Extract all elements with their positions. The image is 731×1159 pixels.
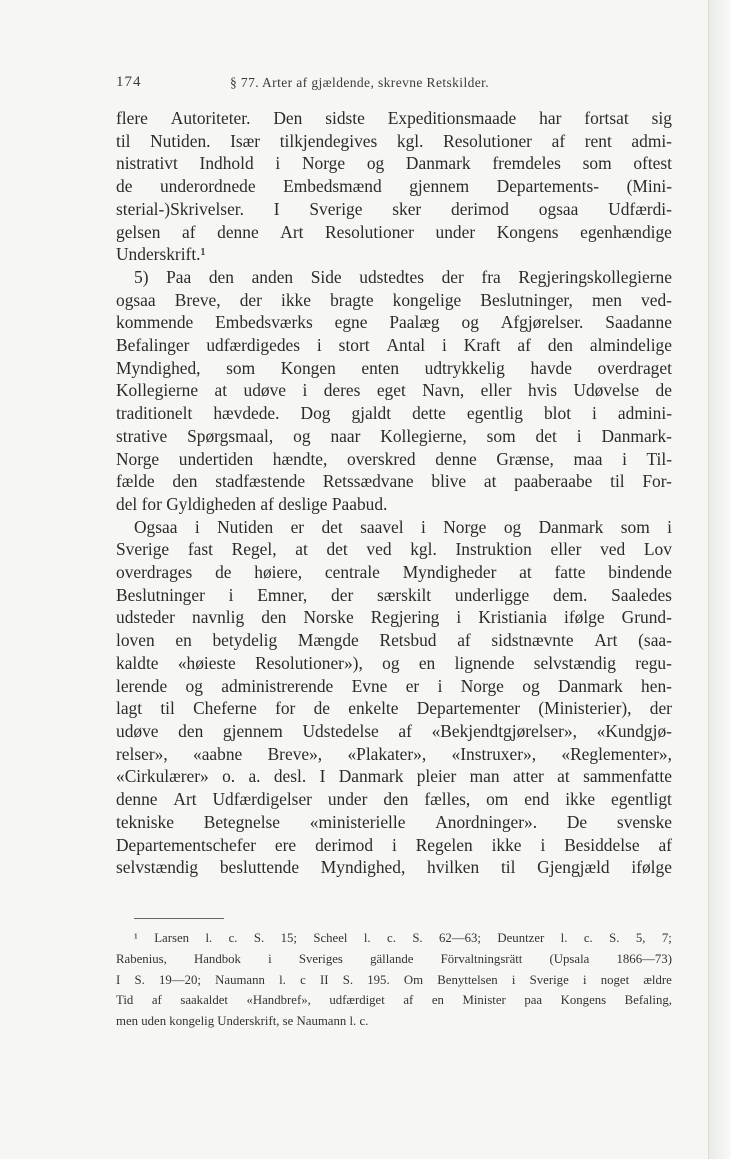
text-line: tekniske Betegnelse «ministerielle Anordninger». De svenske [116, 811, 672, 832]
text-line: relser», «aabne Breve», «Plakater», «Instruxer», «Reglementer», [116, 743, 672, 764]
text-line: udøve den gjennem Udstedelse af «Bekjendtgjørelser», «Kundgjø- [116, 720, 672, 741]
text-line: ogsaa Breve, der ikke bragte kongelige Beslutninger, men ved- [116, 289, 672, 310]
text-line: til Nutiden. Især tilkjendegives kgl. Resolutioner af rent admi- [116, 130, 672, 151]
text-line: Norge undertiden hændte, overskred denne Grænse, maa i Til- [116, 448, 672, 469]
text-line: Sverige fast Regel, at det ved kgl. Instruktion eller ved Lov [116, 539, 672, 560]
text-line: 5) Paa den anden Side udstedtes der fra Regjeringskollegierne [134, 266, 672, 287]
footnote-line: ¹ Larsen l. c. S. 15; Scheel l. c. S. 62—63; Deuntzer l. c. S. 5, 7; [134, 931, 672, 945]
text-line: del for Gyldigheden af deslige Paabud. [116, 493, 388, 514]
body-text [116, 107, 672, 879]
text-line: lerende og administrerende Evne er i Norge og Danmark hen- [116, 675, 672, 696]
text-line: Beslutninger i Emner, der særskilt underligge dem. Saaledes [116, 584, 672, 605]
text-line: fælde den stadfæstende Retssædvane blive at paaberaabe til For- [116, 471, 672, 492]
text-line: selvstændig besluttende Myndighed, hvilken til Gjengjæld ifølge [116, 857, 672, 878]
text-line: Underskrift.¹ [116, 244, 206, 265]
text-line: traditionelt hævdede. Dog gjaldt dette egentlig blot i admini- [116, 403, 672, 424]
text-line: Kollegierne at udøve i deres eget Navn, eller hvis Udøvelse de [116, 380, 672, 401]
footnote-line: I S. 19—20; Naumann l. c II S. 195. Om Benyttelsen i Sverige i noget ældre [116, 972, 672, 987]
footnote-line: Tid af saakaldet «Handbref», udfærdiget af en Minister paa Kongens Befaling, [116, 993, 672, 1008]
text-line: flere Autoriteter. Den sidste Expeditionsmaade har fortsat sig [116, 108, 672, 128]
text-line: sterial-)Skrivelser. I Sverige sker derimod ogsaa Udfærdi- [116, 198, 672, 219]
text-line: Befalinger udfærdigedes i stort Antal i Kraft af den almindelige [116, 335, 672, 356]
text-line: «Cirkulærer» o. a. desl. I Danmark pleier man atter at sammenfatte [116, 766, 672, 787]
text-line: overdrages de høiere, centrale Myndigheder at fatte bindende [116, 562, 672, 583]
text-line: kaldte «høieste Resolutioner»), og en lignende selvstændig regu- [116, 652, 672, 673]
text-line: kommende Embedsværks egne Paalæg og Afgjørelser. Saadanne [116, 312, 672, 333]
text-line: de underordnede Embedsmænd gjennem Departements- (Mini- [116, 176, 672, 197]
text-line: strative Spørgsmaal, og naar Kollegierne, som det i Danmark- [116, 425, 672, 446]
page-edge [708, 0, 731, 1159]
footnote-line: men uden kongelig Underskrift, se Naumann l. c. [116, 1014, 369, 1029]
footnote-line: Rabenius, Handbok i Sveriges gällande Förvaltningsrätt (Upsala 1866—73) [116, 951, 672, 966]
text-line: Myndighed, som Kongen enten udtrykkelig havde overdraget [116, 357, 672, 378]
footnotes [116, 928, 672, 1032]
text-line: nistrativt Indhold i Norge og Danmark fremdeles som oftest [116, 153, 672, 174]
page-number: 174 [116, 74, 142, 90]
text-line: denne Art Udfærdigelser under den fælles, om end ikke egentligt [116, 789, 672, 810]
text-line: Ogsaa i Nutiden er det saavel i Norge og Danmark som i [134, 516, 672, 537]
text-line: Departementschefer ere derimod i Regelen ikke i Besiddelse af [116, 834, 672, 855]
footnote-rule [134, 918, 224, 919]
running-title: § 77. Arter af gjældende, skrevne Retskilder. [230, 75, 490, 90]
text-line: lagt til Cheferne for de enkelte Departementer (Ministerier), der [116, 698, 672, 719]
text-line: loven en betydelig Mængde Retsbud af sidstnævnte Art (saa- [116, 630, 672, 651]
text-line: gelsen af denne Art Resolutioner under Kongens egenhændige [116, 221, 672, 242]
text-line: udsteder navnlig den Norske Regjering i Kristiania ifølge Grund- [116, 607, 672, 628]
